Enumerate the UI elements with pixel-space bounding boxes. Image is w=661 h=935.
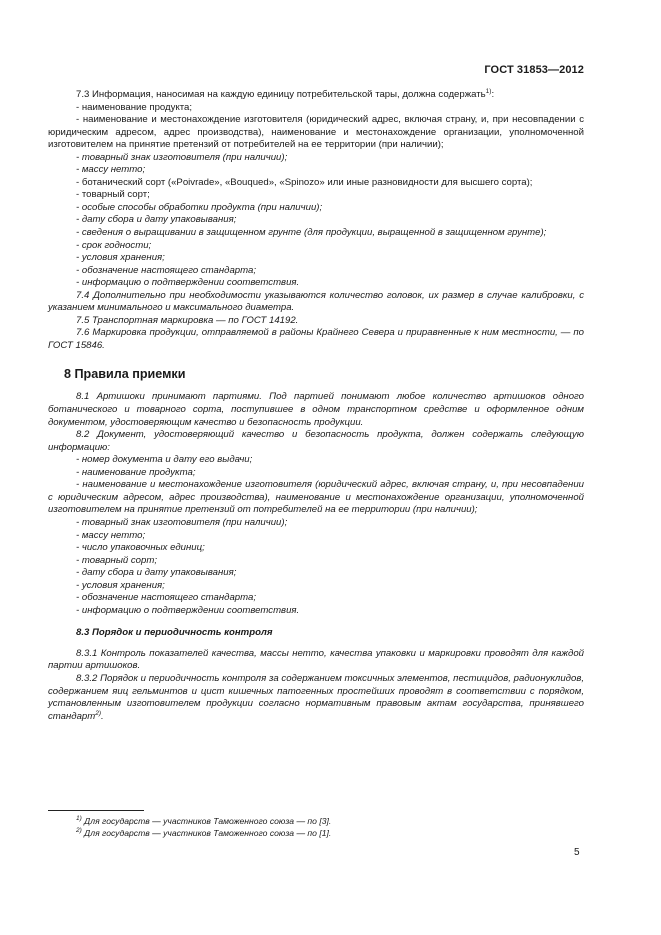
list-item: - наименование и местонахождение изготовителя (юридический адрес, включая страну, и, при несовпадении с юридическим адресом, адрес производства), наименование и местонахождение организации, уполномоченной изготовителем на принятие претензий от потребителей на ее территории (при наличии); [48,114,584,151]
list-item: - массу нетто; [76,529,146,541]
footnote-ref-2: 2) [95,709,102,717]
footnote-text: Для государств — участников Таможенного союза — по [1]. [84,828,332,839]
clause-8-1: 8.1 Артишоки принимают партиями. Под партией понимают любое количество артишоков одного ботанического и товарного сорта, поступившее в одном транспортном средстве и оформленное одним документом, удостоверяющим качество и безопасность продукции. [48,391,584,428]
list-item: - наименование и местонахождение изготовителя (юридический адрес, включая страну, и, при несовпадении с юридическим адресом, адрес производства), наименование и местонахождение организации, уполномоченной изготовителем на принятие претензий от потребителей на ее территории (при наличии); [48,479,584,516]
page-body [48,89,584,723]
clause-8-3-2-tail: . [101,710,104,722]
list-item: - номер документа и дату его выдачи; [76,454,253,466]
footnote-mark: 2) [76,827,82,835]
clause-7-5: 7.5 Транспортная маркировка — по ГОСТ 14192. [76,314,299,326]
subsection-8-3-heading: 8.3 Порядок и периодичность контроля [76,627,273,639]
list-item: - дату сбора и дату упаковывания; [76,567,237,579]
list-item: - товарный сорт; [76,554,158,566]
footnote-divider [48,810,144,811]
list-item: - ботанический сорт («Poivrade», «Bouqued», «Spinozo» или иные разновидности для высшего сорта); [76,176,533,188]
footnote-ref-1: 1) [485,88,492,95]
footnote-1 [76,815,576,827]
list-item: - условия хранения; [76,252,165,264]
list-item: - массу нетто; [76,164,146,176]
list-item: - условия хранения; [76,579,165,591]
list-item: - товарный сорт; [76,189,150,201]
footnote-text: Для государств — участников Таможенного союза — по [3]. [84,816,332,826]
clause-8-2: 8.2 Документ, удостоверяющий качество и безопасность продукта, должен содержать следующую информацию: [48,429,584,453]
list-item: - информацию о подтверждении соответствия. [76,604,300,616]
list-item: - дату сбора и дату упаковывания; [76,214,237,226]
clause-7-3-text: 7.3 Информация, наносимая на каждую единицу потребительской тары, должна содержать [76,89,486,100]
footnotes [76,815,576,840]
clause-8-3-1: 8.3.1 Контроль показателей качества, массы нетто, качества упаковки и маркировки проводят для каждой партии артишоков. [48,647,584,672]
page-number: 5 [574,847,580,858]
list-item: - товарный знак изготовителя (при наличии); [76,516,288,528]
clause-7-3 [48,89,584,102]
list-item: - наименование продукта; [76,101,193,113]
list-item: - особые способы обработки продукта (при наличии); [76,201,323,213]
list-item: - товарный знак изготовителя (при наличии); [76,151,288,163]
section-8-heading: 8 Правила приемки [64,367,186,382]
clause-8-3-2 [48,673,584,723]
clause-7-3-tail: : [491,89,495,100]
clause-7-4: 7.4 Дополнительно при необходимости указываются количество головок, их размер в случае калибровки, с указанием минимального и максимального диаметра. [48,289,584,314]
list-item: - наименование продукта; [76,466,196,478]
list-item: - информацию о подтверждении соответствия. [76,277,300,289]
document-id-header: ГОСТ 31853—2012 [484,64,584,76]
clause-7-6: 7.6 Маркировка продукции, отправляемой в районы Крайнего Севера и приравненные к ним местности, — по ГОСТ 15846. [48,327,584,351]
clause-8-3-2-text: 8.3.2 Порядок и периодичность контроля за содержанием токсичных элементов, пестицидов, радионуклидов, содержанием яиц гельминтов и цист кишечных патогенных простейших проводят в соответствии с порядком, установленным изготовителем продукции согласно нормативным правовым актам государства, принявшего стандарт [48,672,584,722]
footnote-mark: 1) [76,815,82,822]
list-item: - обозначение настоящего стандарта; [76,264,256,276]
list-item: - число упаковочных единиц; [76,542,205,554]
list-item: - срок годности; [76,239,152,251]
list-item: - сведения о выращивании в защищенном грунте (для продукции, выращенной в защищенном грунте); [76,227,547,239]
list-item: - обозначение настоящего стандарта; [76,592,256,604]
footnote-2 [76,827,576,839]
